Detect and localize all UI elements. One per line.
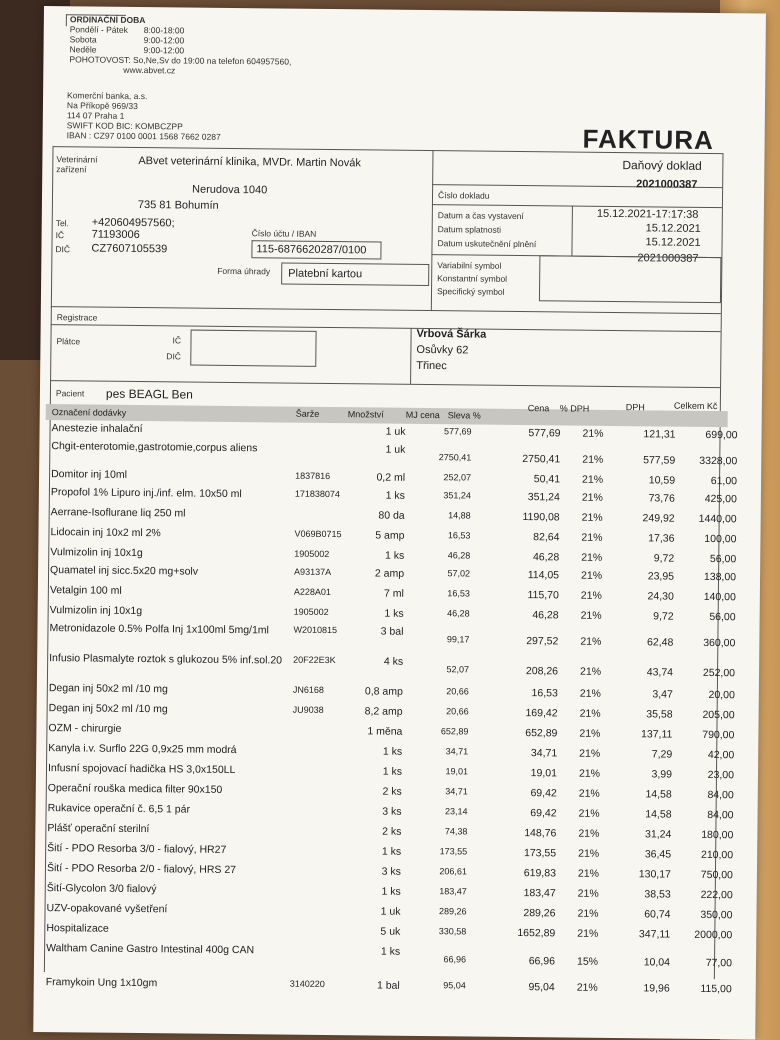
cell-cena: 351,24 [527,491,560,504]
cell-dph: 43,74 [646,666,674,679]
cell-dphp: 21% [581,473,604,486]
cell-cena: 148,76 [524,827,557,840]
cell-dph: 31,24 [645,828,672,841]
cell-mj: 34,71 [445,786,468,797]
cell-tot: 1440,00 [698,512,737,526]
table-row [43,722,735,742]
cell-tot: 115,00 [700,982,732,996]
cell-mj: 46,28 [447,608,470,619]
cell-mj: 2750,41 [438,452,472,463]
cell-dphp: 21% [580,609,602,622]
cell-item: Waltham Canine Gastro Intestinal 400g CAN [46,942,255,957]
spec-label: Specifický symbol [436,286,505,297]
tel-label: Tel. [55,218,70,229]
cell-mn: 1 bal [376,979,400,992]
bank-name: Komerční banka, a.s. [67,90,148,102]
cell-item: Hospitalizace [46,922,109,935]
cell-dphp: 21% [579,727,601,740]
table-row [45,506,737,526]
cell-tot: 84,00 [707,788,734,802]
cell-cena: 1652,89 [517,927,556,940]
cell-tot: 180,00 [701,828,734,842]
cell-cena: 652,89 [525,727,558,740]
cell-dphp: 21% [579,665,602,678]
cell-item: Lidocain inj 10x2 ml 2% [50,526,161,540]
cell-tot: 205,00 [702,708,735,722]
cell-mj: 99,17 [446,634,470,645]
cell-item: Vulmizolin inj 10x1g [49,604,143,618]
hours-label-1: Sobota [69,34,97,45]
cell-item: Šití-Glycolon 3/0 fialový [46,882,157,896]
cell-item: Plášť operační sterilní [47,822,150,836]
table-row [42,762,735,782]
cell-dphp: 21% [582,427,604,440]
cell-dph: 130,17 [638,868,672,881]
cell-tot: 20,00 [708,688,735,702]
cell-mj: 206,61 [439,866,468,877]
cell-mj: 20,66 [446,686,469,697]
cell-mj: 66,96 [443,954,467,965]
cell-dph: 73,76 [648,492,675,505]
cell-item: Metronidazole 0.5% Polfa Inj 1x100ml 5mg/1ml [49,622,269,637]
cell-tot: 425,00 [704,492,737,506]
cell-dph: 121,31 [643,428,676,441]
emergency-line: POHOTOVOST: So,Ne,Sv do 19:00 na telefon 604957560, [69,54,292,67]
cell-dphp: 21% [578,787,600,800]
hours-label-0: Pondělí - Pátek [69,24,128,35]
cell-cena: 173,55 [523,847,557,860]
cell-mj: 52,07 [446,664,470,675]
vet-tel: +420604957560; [91,216,175,230]
cell-item: Chgit-enterotomie,gastrotomie,corpus aliens [51,440,258,455]
patient-value: pes BEAGL Ben [105,386,193,402]
vet-dic: CZ7607105539 [91,242,168,256]
payment-value: Platební kartou [281,262,429,286]
cell-mn: 1 ks [381,885,401,898]
cell-dphp: 15% [576,955,599,968]
table-row [45,526,737,546]
cell-tot: 750,00 [700,868,733,882]
website: www.abvet.cz [123,64,176,76]
issued-label: Datum a čas vystavení [437,210,524,222]
cell-mj: 34,71 [445,746,469,757]
cell-dphp: 21% [576,981,598,994]
cell-mn: 7 ml [383,587,404,600]
cell-dph: 35,58 [646,708,673,721]
ic-label: IČ [55,230,65,241]
table-row [44,546,737,566]
cell-sarze: 1905002 [294,548,330,560]
payment-label: Forma úhrady [217,265,271,277]
cell-mn: 3 bal [380,625,404,638]
cell-tot: 138,00 [703,570,737,584]
table-row [43,702,735,722]
cell-tot: 360,00 [703,636,736,650]
cell-mj: 289,26 [438,906,467,917]
table-row [40,922,733,942]
cell-item: Anestezie inhalační [51,422,143,436]
cell-dph: 3,47 [652,688,673,701]
cell-cena: 1190,08 [522,511,560,524]
cell-item: Propofol 1% Lipuro inj./inf. elm. 10x50 ml [50,486,242,501]
cell-dph: 9,72 [653,552,675,565]
cell-item: Domitor inj 10ml [51,468,128,481]
cell-mn: 1 ks [382,765,403,778]
cell-cena: 297,52 [526,635,559,648]
header-cena: Cena [527,403,550,414]
invoice-subtitle: Daňový doklad [622,158,702,173]
cell-tot: 790,00 [702,728,735,742]
cell-tot: 100,00 [704,532,737,546]
cell-mn: 1 ks [384,549,405,562]
cell-dphp: 21% [578,827,600,840]
cell-mn: 1 ks [380,945,401,958]
cell-cena: 34,71 [530,747,558,760]
dic-label: DIČ [55,244,71,255]
cell-dphp: 21% [580,569,603,582]
cell-mn: 1 ks [382,745,403,758]
cell-sarze: JN6168 [292,684,324,695]
table-row [42,782,734,802]
doc-number-label: Číslo dokladu [437,190,490,201]
table-row [43,652,736,680]
header-tot: Celkem Kč [673,400,718,412]
cell-sarze: W2010815 [293,624,338,636]
cell-dphp: 21% [577,887,599,900]
header-item: Označení dodávky [51,407,127,418]
cell-cena: 2750,41 [522,453,561,466]
cell-dphp: 21% [579,747,601,760]
cell-dph: 23,95 [647,570,675,583]
cell-mj: 46,28 [447,550,471,561]
account-value: 115-6876620287/0100 [251,240,381,259]
table-row [41,882,733,902]
cell-tot: 252,00 [702,666,736,680]
table-row [40,942,733,970]
bank-street: Na Příkopě 969/33 [66,100,138,111]
cell-mn: 1 ks [381,845,402,858]
cell-dph: 10,04 [643,956,671,969]
cell-mn: 0,8 amp [364,685,403,698]
cell-mn: 1 ks [384,607,404,620]
cell-dph: 137,11 [640,728,673,741]
payer-ic-label: IČ [172,335,182,346]
vet-ic: 71193006 [91,228,140,242]
cell-dphp: 21% [579,707,601,720]
cell-mj: 19,01 [445,766,469,777]
cell-item: Degan inj 50x2 ml /10 mg [48,682,168,696]
cell-item: Framykoin Ung 1x10gm [45,976,158,990]
cell-dphp: 21% [580,635,602,648]
payer-name: Vrbová Šárka [416,327,487,341]
taxdate-value: 15.12.2021 [645,236,701,249]
cell-sarze: 3140220 [289,978,325,989]
cell-cena: 289,26 [523,907,556,920]
cell-tot: 23,00 [707,768,735,782]
const-label: Konstantní symbol [437,273,508,284]
cell-mn: 1 ks [385,489,405,502]
cell-item: Aerrane-Isoflurane liq 250 ml [50,506,186,520]
cell-dphp: 21% [581,511,603,524]
cell-dph: 3,99 [651,768,673,781]
cell-mn: 80 da [378,509,405,522]
cell-dphp: 21% [581,551,603,564]
cell-dph: 38,53 [644,888,671,901]
cell-item: Quamatel inj sicc.5x20 mg+solv [50,564,199,578]
cell-cena: 619,83 [523,867,557,880]
cell-tot: 56,00 [709,611,736,624]
cell-dph: 19,96 [643,982,670,995]
payer-city: Třinec [416,359,447,373]
cell-cena: 69,42 [530,787,557,800]
cell-cena: 114,05 [527,569,560,582]
cell-dph: 62,48 [647,636,674,649]
cell-tot: 2000,00 [694,928,733,942]
cell-mn: 3 ks [381,865,402,878]
patient-label: Pacient [55,388,85,399]
cell-cena: 66,96 [528,955,556,968]
cell-mn: 8,2 amp [364,705,403,718]
cell-dphp: 21% [578,807,600,820]
cell-mj: 577,69 [443,426,472,437]
cell-cena: 208,26 [525,665,559,678]
table-row [44,584,736,604]
header-dphp: % DPH [559,403,590,414]
header-sleva: Sleva % [447,410,481,421]
cell-dphp: 21% [577,907,599,920]
cell-item: Šití - PDO Resorba 2/0 - fialový, HRS 27 [46,862,237,877]
cell-mj: 57,02 [447,568,471,579]
cell-mn: 1 uk [385,425,406,438]
payer-street: Osůvky 62 [416,343,469,357]
cell-mn: 2 amp [374,567,405,580]
cell-tot: 140,00 [703,590,736,604]
table-row [42,742,735,762]
cell-cena: 183,47 [523,887,556,900]
table-row [40,976,732,996]
cell-mj: 173,55 [439,846,468,857]
table-row [43,682,735,702]
cell-tot: 84,00 [707,808,734,822]
vet-label: Veterinární zařízení [56,154,98,175]
bank-swift: SWIFT KOD BIC: KOMBCZPP [66,120,183,132]
table-row [41,862,733,882]
cell-tot: 350,00 [700,908,733,922]
cell-mj: 252,07 [443,472,472,483]
cell-mn: 2 ks [382,825,402,838]
payer-dic-label: DIČ [166,351,182,362]
cell-cena: 46,28 [532,551,560,564]
cell-mj: 16,53 [447,588,470,599]
vet-street: Nerudova 1040 [192,183,268,197]
cell-dphp: 21% [577,927,599,940]
cell-tot: 222,00 [700,888,733,902]
cell-mj: 16,53 [447,530,471,541]
cell-dph: 10,59 [648,474,676,487]
hours-time-2: 9:00-12:00 [143,45,185,56]
cell-dphp: 21% [581,491,603,504]
payer-label: Plátce [56,336,81,347]
cell-tot: 56,00 [709,553,737,566]
cell-dphp: 21% [577,867,600,880]
cell-sarze: V069B0715 [294,528,342,540]
cell-dphp: 21% [579,687,601,700]
cell-item: Infusio Plasmalyte roztok s glukozou 5% inf.sol.20 [49,652,283,667]
cell-dph: 9,72 [653,610,674,623]
cell-item: Vetalgin 100 ml [49,584,122,597]
cell-tot: 77,00 [705,956,733,970]
cell-dph: 577,59 [643,454,676,467]
due-value: 15.12.2021 [645,222,701,235]
cell-mj: 95,04 [443,980,466,991]
cell-mj: 183,47 [439,886,467,897]
cell-dphp: 21% [581,531,603,544]
cell-cena: 577,69 [528,427,561,440]
cell-cena: 82,64 [533,531,560,544]
cell-mn: 1 uk [385,443,406,456]
cell-mj: 652,89 [440,726,469,737]
cell-item: Šití - PDO Resorba 3/0 - fialový, HR27 [47,842,227,856]
cell-mj: 74,38 [444,826,468,837]
cell-dph: 7,29 [651,748,673,761]
hours-time-1: 9:00-12:00 [143,35,185,46]
cell-dph: 17,36 [648,532,675,545]
hours-label-2: Neděle [69,44,97,55]
cell-dphp: 21% [578,767,601,780]
cell-tot: 61,00 [710,475,738,488]
table-row [44,622,736,650]
cell-cena: 16,53 [531,687,558,700]
cell-sarze: 1837816 [295,470,331,482]
cell-cena: 50,41 [533,473,561,486]
table-row [44,604,736,624]
table-row [44,564,737,584]
cell-mj: 20,66 [446,706,469,717]
cell-sarze: JU9038 [292,704,324,715]
header-dph: DPH [625,402,645,413]
header-mj: MJ cena [405,409,440,421]
cell-item: OZM - chirurgie [48,722,122,735]
cell-sarze: 1905002 [293,606,329,618]
cell-tot: 210,00 [700,848,734,862]
cell-dphp: 21% [582,453,604,466]
cell-dph: 347,11 [638,928,671,941]
hours-title: ORDINAČNÍ DOBA [69,14,146,26]
cell-tot: 699,00 [705,428,738,442]
cell-mn: 4 ks [383,655,404,668]
cell-sarze: 20F22E3K [293,654,336,666]
var-label: Variabilní symbol [437,260,502,271]
cell-sarze: 171838074 [294,488,341,500]
table-row [41,902,733,922]
cell-mj: 14,88 [448,510,471,521]
table-row [42,802,734,822]
cell-mn: 5 uk [380,925,401,938]
cell-dph: 36,45 [644,848,672,861]
doc-number: 2021000387 [636,178,698,191]
registrace-label: Registrace [56,312,98,323]
taxdate-label: Datum uskutečnění plnění [437,238,537,250]
table-row [41,842,734,862]
cell-item: Kanyla i.v. Surflo 22G 0,9x25 mm modrá [48,742,237,757]
cell-item: Rukavice operační č. 6,5 1 pár [47,802,191,816]
table-row [45,440,738,468]
cell-item: UZV-opakované vyšetření [46,902,168,916]
cell-mj: 330,58 [438,926,467,937]
table-row [45,468,738,488]
cell-dph: 60,74 [644,908,671,921]
bank-iban: IBAN : CZ97 0100 0001 1568 7662 0287 [66,130,221,142]
cell-sarze: A228A01 [293,586,331,598]
cell-cena: 95,04 [528,981,555,994]
cell-dphp: 21% [578,847,600,860]
cell-cena: 169,42 [525,707,558,720]
table-row [45,486,737,506]
cell-mn: 0,2 ml [376,471,406,484]
cell-item: Vulmizolin inj 10x1g [50,546,143,560]
cell-mn: 3 ks [382,805,402,818]
cell-mn: 5 amp [375,529,405,542]
hours-time-0: 8:00-18:00 [143,25,185,36]
vet-name: ABvet veterinární klinika, MVDr. Martin Novák [138,154,361,170]
cell-cena: 46,28 [532,609,559,622]
cell-dphp: 21% [580,589,602,602]
cell-cena: 69,42 [530,807,557,820]
cell-mn: 1 měna [367,725,403,738]
due-label: Datum splatnosti [437,224,502,235]
account-label: Číslo účtu / IBAN [251,228,317,239]
cell-dph: 14,58 [645,808,672,821]
header-sarze: Šarže [295,408,320,419]
payer-id-box [190,330,316,367]
cell-item: Operační rouška medica filter 90x150 [47,782,223,796]
cell-mn: 1 uk [380,905,401,918]
cell-mj: 351,24 [443,490,471,501]
cell-tot: 3328,00 [699,454,738,468]
cell-dph: 24,30 [647,590,674,603]
cell-tot: 42,00 [707,748,735,762]
invoice-paper [33,6,766,1040]
cell-dph: 14,58 [645,788,672,801]
cell-cena: 19,01 [530,767,558,780]
var-value: 2021000387 [637,252,699,265]
cell-mj: 23,14 [445,806,468,817]
cell-cena: 115,70 [527,589,559,602]
cell-dph: 249,92 [642,512,675,525]
bank-city: 114 07 Praha 1 [66,110,125,121]
vet-city: 735 81 Bohumín [137,198,219,212]
cell-item: Degan inj 50x2 ml /10 mg [48,702,168,716]
cell-mn: 2 ks [382,785,402,798]
invoice-title: FAKTURA [582,123,715,156]
issued-value: 15.12.2021-17:17:38 [596,207,699,221]
header-mn: Množství [347,409,384,420]
cell-sarze: A93137A [294,566,332,578]
table-row [41,822,734,842]
cell-item: Infusní spojovací hadička HS 3,0x150LL [47,762,236,777]
